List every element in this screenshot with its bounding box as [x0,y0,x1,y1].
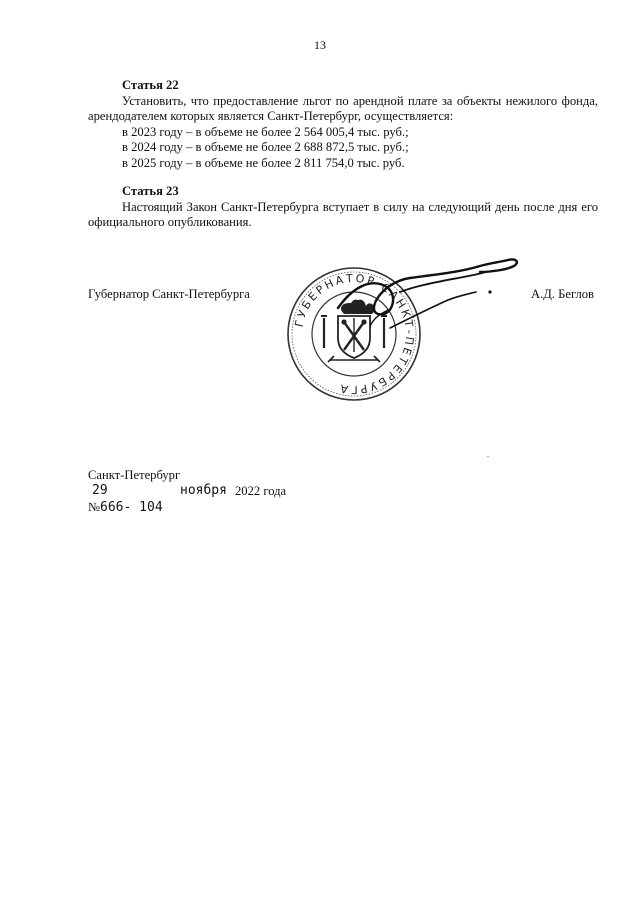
scan-speck [487,456,489,457]
footer-date [88,483,286,499]
footer-date-year: 2022 года [235,484,287,498]
governor-name: А.Д. Беглов [531,287,595,301]
article-23-heading: Статья 23 [122,184,179,198]
footer-date-day: 29 [92,483,108,498]
article-22-text: Установить, что предоставление льгот по арендной плате за объекты нежилого фонда, арендодателем которых является Санкт-Петербург, осуществляется: [88,93,598,123]
footer-date-month: ноября [180,483,227,498]
article-23 [88,184,598,231]
page-number: 13 [314,38,326,52]
handwritten-signature-icon [330,248,530,338]
article-22-item-2024: в 2024 году – в объеме не более 2 688 872,5 тыс. руб.; [122,140,409,154]
footer-city: Санкт-Петербург [88,468,181,482]
article-22-heading: Статья 22 [122,78,179,92]
footer-number-prefix: № [88,500,101,514]
footer-number [88,499,286,516]
document-footer [88,467,286,516]
governor-title: Губернатор Санкт-Петербурга [88,287,250,301]
article-23-text: Настоящий Закон Санкт-Петербурга вступает в силу на следующий день после дня его официального опубликования. [88,199,598,229]
article-22-item-2025: в 2025 году – в объеме не более 2 811 754,0 тыс. руб. [122,155,405,170]
article-22 [88,78,598,171]
article-22-item-2023: в 2023 году – в объеме не более 2 564 005,4 тыс. руб.; [122,124,409,139]
footer-number-value: 666- 104 [100,500,163,515]
seal-text: ГУБЕРНАТОР САНКТ-ПЕТЕРБУРГА [292,271,417,397]
